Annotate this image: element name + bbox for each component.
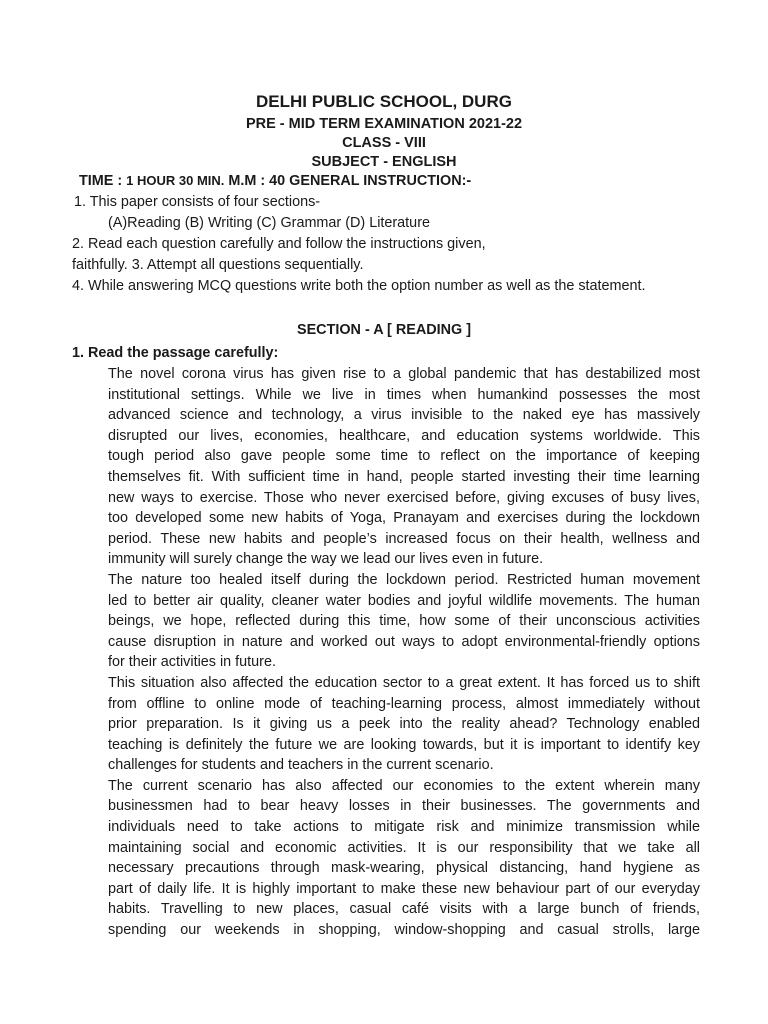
passage-line: maintaining social and economic activities. It is our responsibility that we take all	[108, 839, 700, 856]
passage-line: businessmen had to bear heavy losses in their businesses. The governments and	[108, 798, 700, 815]
passage-line: cause disruption in nature and worked out ways to adopt environmental-friendly options	[108, 633, 700, 650]
passage-line: from offline to online mode of teaching-learning process, almost immediately without	[108, 695, 700, 712]
passage-line: habits. Travelling to new places, casual café visits with a large bunch of friends,	[108, 901, 700, 918]
passage-line: beings, we hope, reflected during this time, how some of their unconscious activities	[108, 613, 700, 630]
passage-line: institutional settings. While we live in times when humankind possesses the most	[108, 386, 700, 403]
passage-line: themselves fit. With sufficient time in hand, people started investing their time learning	[108, 468, 700, 485]
passage-line: disrupted our lives, economies, healthcare, and education systems worldwide. This	[108, 427, 700, 444]
instruction-2-cont: faithfully. 3. Attempt all questions sequentially.	[72, 257, 364, 273]
time-marks-line	[79, 171, 471, 191]
passage-line: This situation also affected the education sector to a great extent. It has forced us to shift	[108, 674, 700, 691]
marks-and-instruction-heading: M.M : 40 GENERAL INSTRUCTION:-	[224, 173, 472, 189]
passage-line: period. These new habits and people’s increased focus on their health, wellness and	[108, 530, 700, 547]
passage-line: The current scenario has also affected our economies to the extent wherein many	[108, 777, 700, 794]
time-label: TIME :	[79, 173, 127, 189]
time-value: 1 HOUR 30 MIN.	[126, 173, 225, 188]
question-1-prompt: 1. Read the passage carefully:	[72, 345, 279, 361]
passage-paragraph-1	[108, 364, 700, 570]
passage-line: individuals need to take actions to mitigate risk and minimize transmission while	[108, 819, 700, 836]
instruction-4: 4. While answering MCQ questions write both the option number as well as the statement.	[72, 278, 646, 294]
passage-line: led to better air quality, cleaner water bodies and joyful wildlife movements. The human	[108, 592, 700, 609]
passage-paragraph-4	[108, 776, 700, 941]
subject-label: SUBJECT - ENGLISH	[311, 154, 457, 170]
passage-line: necessary precautions through mask-wearing, physical distancing, hand hygiene as	[108, 860, 700, 877]
instruction-2: 2. Read each question carefully and follow the instructions given,	[72, 236, 486, 252]
passage-line: too developed some new habits of Yoga, Pranayam and exercises during the lockdown	[108, 510, 700, 527]
instruction-1-sections: (A)Reading (B) Writing (C) Grammar (D) Literature	[108, 215, 430, 231]
passage-line: challenges for students and teachers in the current scenario.	[108, 757, 494, 774]
passage-line: new ways to exercise. Those who never exercised before, giving excuses of busy lives,	[108, 489, 700, 506]
school-name: DELHI PUBLIC SCHOOL, DURG	[256, 92, 512, 111]
passage-line: The novel corona virus has given rise to a global pandemic that has destabilized most	[108, 366, 700, 382]
passage-line: teaching is definitely the future we are looking towards, but it is important to identify key	[108, 736, 700, 753]
passage-line: tough period also gave people some time to reflect on the importance of keeping	[108, 448, 700, 465]
passage-line: The nature too healed itself during the lockdown period. Restricted human movement	[108, 571, 700, 588]
passage-line: prior preparation. Is it giving us a peek into the reality ahead? Technology enabled	[108, 716, 700, 733]
class-label: CLASS - VIII	[342, 135, 426, 151]
passage-line: advanced science and technology, a virus invisible to the naked eye has massively	[108, 407, 700, 424]
passage-line: part of daily life. It is highly important to make these new behaviour part of our everyday	[108, 880, 700, 897]
section-heading: SECTION - A [ READING ]	[296, 322, 471, 338]
reading-passage	[108, 364, 700, 941]
passage-paragraph-3	[108, 673, 700, 776]
exam-title: PRE - MID TERM EXAMINATION 2021-22	[245, 116, 523, 132]
passage-line: spending our weekends in shopping, window-shopping and casual strolls, large	[108, 922, 700, 939]
passage-line: for their activities in future.	[108, 654, 276, 671]
instruction-1: 1. This paper consists of four sections-	[74, 194, 321, 210]
passage-line: immunity will surely change the way we lead our lives even in future.	[108, 551, 544, 568]
passage-paragraph-2	[108, 570, 700, 673]
